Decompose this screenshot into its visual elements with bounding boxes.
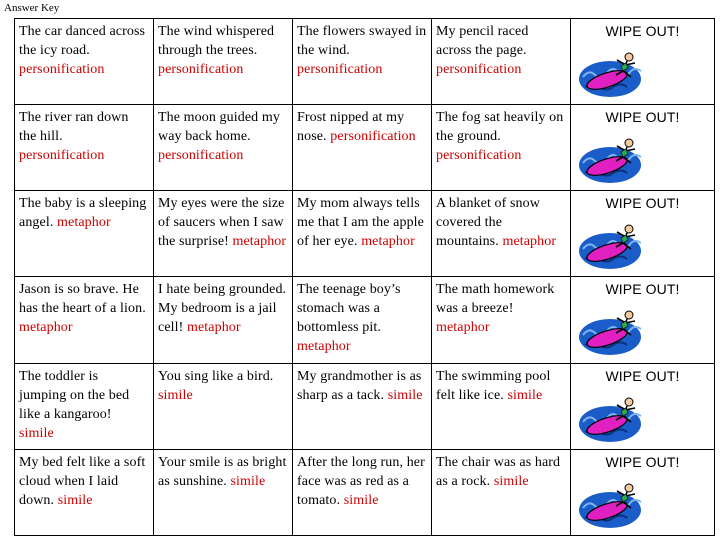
sentence-cell	[432, 105, 571, 191]
sentence-cell	[154, 191, 293, 277]
answer-key-label: Answer Key	[4, 2, 60, 14]
grid-row	[15, 105, 715, 191]
sentence-cell	[15, 449, 154, 535]
sentence-text: The chair was as hard as a rock.	[436, 454, 561, 489]
sentence-cell	[432, 277, 571, 363]
sentence-text: My grandmother is as sharp as a tack.	[297, 368, 422, 403]
sentence-text: The river ran down the hill.	[19, 110, 129, 145]
sentence-text: The car danced across the icy road.	[19, 24, 146, 58]
answer-label: simile	[387, 387, 423, 403]
sentence-text: The moon guided my way back home.	[158, 110, 280, 145]
sentence-text: The math homework was a breeze!	[436, 282, 555, 317]
answer-label: personification	[158, 148, 244, 164]
answer-label: simile	[230, 473, 266, 489]
sentence-cell	[154, 277, 293, 363]
grid-row	[15, 19, 715, 105]
grid-row	[15, 277, 715, 363]
answer-label: simile	[19, 425, 54, 441]
wipe-out-label: WIPE OUT!	[605, 23, 680, 39]
answer-label: simile	[158, 387, 193, 403]
wipe-out-label: WIPE OUT!	[605, 281, 680, 298]
sentence-text: Jason is so brave. He has the heart of a lion.	[19, 282, 146, 317]
wipe-out-label: WIPE OUT!	[605, 195, 680, 212]
sentence-cell	[293, 449, 432, 535]
surfer-wipeout-icon	[577, 219, 647, 271]
sentence-text: The toddler is jumping on the bed like a kangaroo!	[19, 368, 130, 422]
sentence-text: The teenage boy’s stomach was a bottomless pit.	[297, 282, 401, 336]
answer-label: personification	[330, 129, 416, 145]
answer-label: simile	[57, 492, 93, 508]
sentence-text: My eyes were the size of saucers when I saw the surprise!	[158, 196, 285, 250]
surfer-wipeout-icon	[577, 392, 647, 444]
sentence-text: The wind whispered through the trees.	[158, 24, 275, 58]
answer-label: personification	[436, 62, 522, 77]
answer-label: metaphor	[361, 234, 415, 250]
sentence-cell	[15, 277, 154, 363]
sentence-text: The flowers swayed in the wind.	[297, 24, 427, 58]
sentence-cell	[432, 449, 571, 535]
answer-label: simile	[343, 492, 379, 508]
answer-label: personification	[158, 62, 244, 77]
surfer-wipeout-icon	[577, 305, 647, 357]
answer-label: personification	[19, 148, 105, 164]
sentence-cell	[15, 19, 154, 105]
sentence-text: Frost nipped at my nose.	[297, 110, 405, 145]
sentence-cell	[15, 191, 154, 277]
sentence-cell	[432, 191, 571, 277]
sentence-cell	[293, 191, 432, 277]
sentence-text: You sing like a bird.	[158, 368, 274, 384]
answer-label: metaphor	[436, 320, 490, 336]
sentence-text: A blanket of snow covered the mountains.	[436, 196, 540, 250]
answer-label: simile	[493, 473, 529, 489]
sentence-cell	[293, 105, 432, 191]
answer-label: metaphor	[19, 320, 73, 336]
sentence-cell	[293, 363, 432, 449]
sentence-text: The baby is a sleeping angel.	[19, 196, 147, 231]
sentence-cell	[154, 105, 293, 191]
sentence-text: After the long run, her face was as red as a tomato.	[297, 454, 425, 508]
sentence-text: The swimming pool felt like ice.	[436, 368, 551, 403]
sentence-cell	[293, 19, 432, 105]
answer-label: simile	[507, 387, 543, 403]
sentence-cell	[15, 363, 154, 449]
answer-label: metaphor	[186, 320, 241, 336]
sentence-cell	[154, 449, 293, 535]
answer-label: metaphor	[297, 339, 351, 355]
answer-label: metaphor	[57, 215, 111, 231]
figurative-language-grid	[14, 18, 715, 536]
wipe-out-cell[interactable]	[571, 363, 715, 449]
sentence-text: My bed felt like a soft cloud when I laid down.	[19, 454, 146, 508]
sentence-text: My mom always tells me that I am the apple of her eye.	[297, 196, 424, 250]
sentence-cell	[154, 19, 293, 105]
sentence-text: My pencil raced across the page.	[436, 24, 529, 58]
sentence-cell	[432, 19, 571, 105]
surfer-wipeout-icon	[577, 47, 647, 99]
grid-row	[15, 191, 715, 277]
grid-row	[15, 363, 715, 449]
grid-row	[15, 449, 715, 535]
surfer-wipeout-icon	[577, 478, 647, 530]
sentence-cell	[15, 105, 154, 191]
answer-label: metaphor	[232, 234, 287, 250]
sentence-cell	[293, 277, 432, 363]
grid-body	[15, 19, 715, 536]
answer-label: personification	[436, 148, 522, 164]
wipe-out-label: WIPE OUT!	[605, 453, 680, 470]
surfer-wipeout-icon	[577, 133, 647, 185]
wipe-out-cell[interactable]	[571, 19, 715, 105]
sentence-text: Your smile is as bright as sunshine.	[158, 454, 287, 489]
answer-label: personification	[19, 62, 105, 77]
answer-label: personification	[297, 62, 383, 77]
sentence-text: I hate being grounded. My bedroom is a jail cell!	[158, 282, 287, 336]
answer-label: metaphor	[502, 234, 557, 250]
sentence-cell	[154, 363, 293, 449]
wipe-out-cell[interactable]	[571, 105, 715, 191]
sentence-cell	[432, 363, 571, 449]
wipe-out-cell[interactable]	[571, 449, 715, 535]
wipe-out-cell[interactable]	[571, 277, 715, 363]
wipe-out-cell[interactable]	[571, 191, 715, 277]
sentence-text: The fog sat heavily on the ground.	[436, 110, 564, 145]
wipe-out-label: WIPE OUT!	[605, 109, 680, 126]
wipe-out-label: WIPE OUT!	[605, 367, 680, 384]
